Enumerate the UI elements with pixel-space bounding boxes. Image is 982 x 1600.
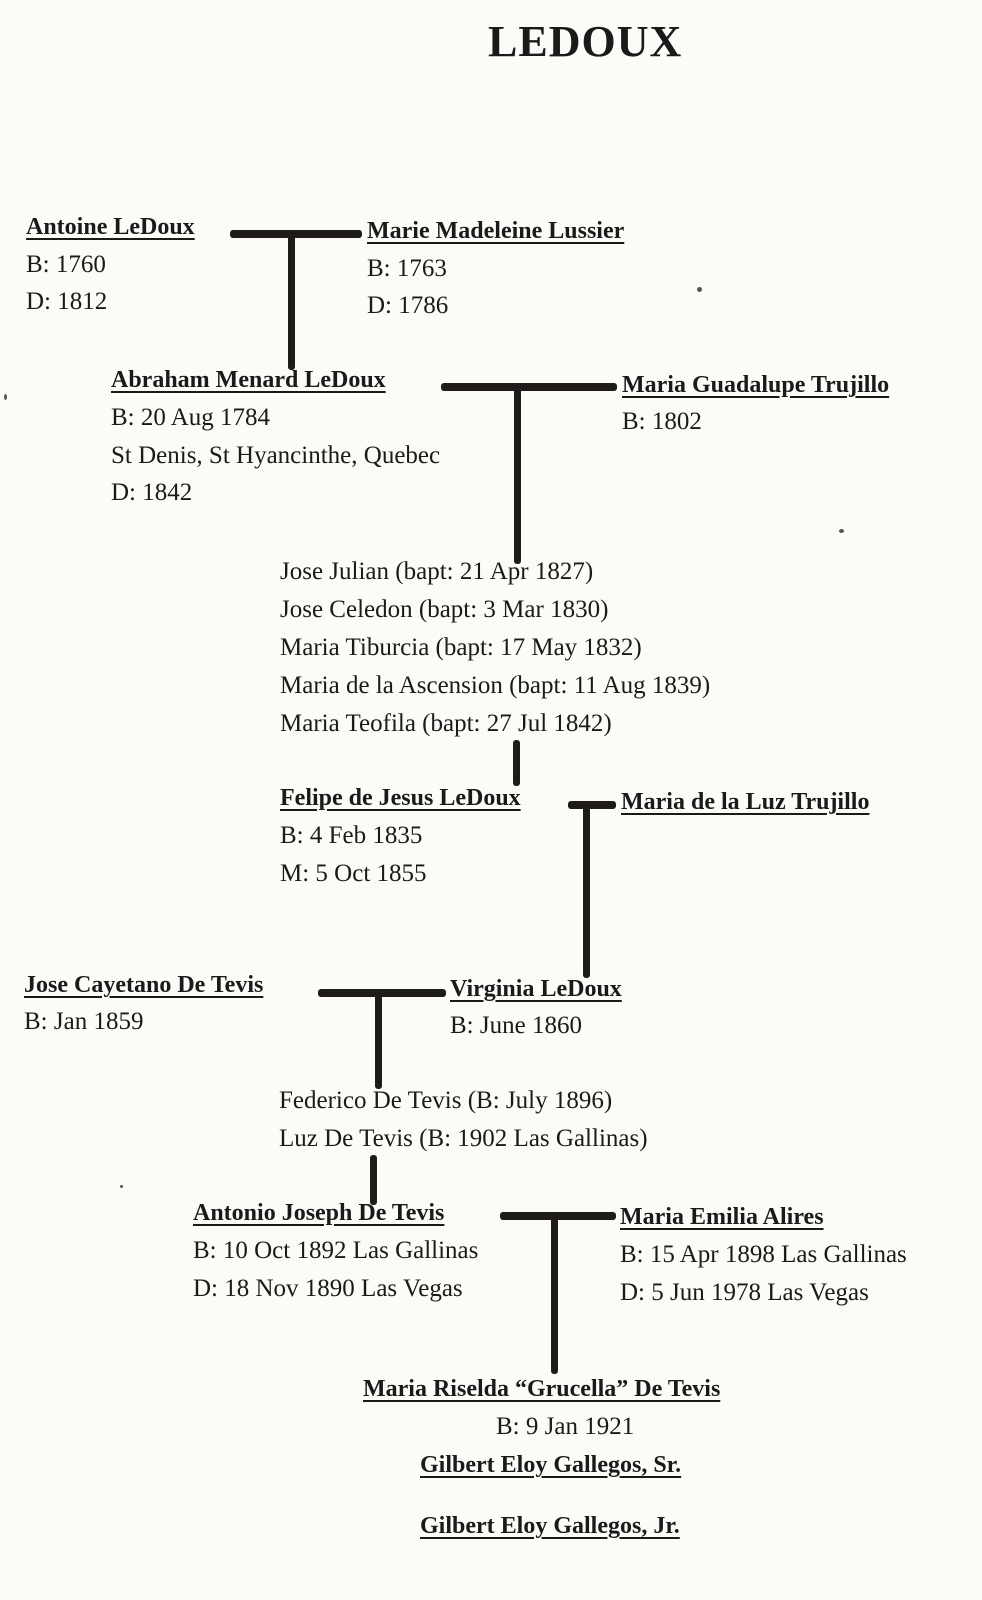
birth-riselda: B: 9 Jan 1921: [496, 1413, 635, 1440]
descent-connector: [513, 740, 520, 786]
death-abraham: D: 1842: [111, 479, 193, 506]
marriage-connector: [568, 801, 616, 809]
marriage-connector: [318, 989, 446, 997]
birth-virginia: B: June 1860: [450, 1012, 582, 1039]
child-list-item: Jose Celedon (bapt: 3 Mar 1830): [280, 596, 609, 623]
child-list-item: Maria Teofila (bapt: 27 Jul 1842): [280, 710, 612, 737]
marriage-connector: [230, 230, 362, 238]
person-name-emilia: Maria Emilia Alires: [620, 1204, 824, 1230]
marriage-connector: [500, 1212, 616, 1220]
person-name-antonio: Antonio Joseph De Tevis: [193, 1200, 445, 1226]
descent-connector: [514, 386, 521, 564]
person-name-guadalupe: Maria Guadalupe Trujillo: [622, 372, 890, 398]
descent-connector: [375, 993, 382, 1089]
child-list-item: Maria de la Ascension (bapt: 11 Aug 1839): [280, 672, 711, 699]
person-name-virginia: Virginia LeDoux: [450, 976, 622, 1002]
death-marie: D: 1786: [367, 292, 449, 319]
birth-emilia: B: 15 Apr 1898 Las Gallinas: [620, 1241, 907, 1268]
page-title: LEDOUX: [488, 17, 683, 66]
scan-speck: [839, 529, 844, 533]
birth-cayetano: B: Jan 1859: [24, 1008, 144, 1035]
scan-speck: [697, 287, 702, 292]
birth-antonio: B: 10 Oct 1892 Las Gallinas: [193, 1237, 479, 1264]
scan-speck: [4, 394, 7, 400]
descent-connector: [551, 1216, 558, 1374]
birthplace-abraham: St Denis, St Hyancinthe, Quebec: [111, 442, 441, 469]
marriage-date-felipe: M: 5 Oct 1855: [280, 860, 427, 887]
death-antonio: D: 18 Nov 1890 Las Vegas: [193, 1275, 463, 1302]
birth-felipe: B: 4 Feb 1835: [280, 822, 423, 849]
person-name-riselda: Maria Riselda “Grucella” De Tevis: [363, 1376, 721, 1402]
descent-connector: [583, 804, 590, 978]
person-name-marie: Marie Madeleine Lussier: [367, 218, 625, 244]
descent-connector: [288, 234, 295, 370]
person-name-gilbert-jr: Gilbert Eloy Gallegos, Jr.: [420, 1513, 680, 1539]
scan-speck: [120, 1185, 123, 1188]
death-antoine: D: 1812: [26, 288, 108, 315]
child-list-item: Jose Julian (bapt: 21 Apr 1827): [280, 558, 594, 585]
birth-abraham: B: 20 Aug 1784: [111, 404, 271, 431]
person-name-gilbert-sr: Gilbert Eloy Gallegos, Sr.: [420, 1452, 682, 1478]
person-name-cayetano: Jose Cayetano De Tevis: [24, 972, 264, 998]
birth-antoine: B: 1760: [26, 251, 106, 278]
person-name-luz: Maria de la Luz Trujillo: [621, 789, 870, 815]
person-name-antoine: Antoine LeDoux: [26, 214, 195, 240]
person-name-felipe: Felipe de Jesus LeDoux: [280, 785, 521, 811]
birth-guadalupe: B: 1802: [622, 408, 702, 435]
child-list-item: Federico De Tevis (B: July 1896): [279, 1087, 613, 1114]
child-list-item: Maria Tiburcia (bapt: 17 May 1832): [280, 634, 642, 661]
child-list-item: Luz De Tevis (B: 1902 Las Gallinas): [279, 1125, 648, 1152]
descent-connector: [370, 1155, 377, 1205]
birth-marie: B: 1763: [367, 255, 447, 282]
person-name-abraham: Abraham Menard LeDoux: [111, 367, 386, 393]
death-emilia: D: 5 Jun 1978 Las Vegas: [620, 1279, 869, 1306]
marriage-connector: [441, 383, 617, 391]
